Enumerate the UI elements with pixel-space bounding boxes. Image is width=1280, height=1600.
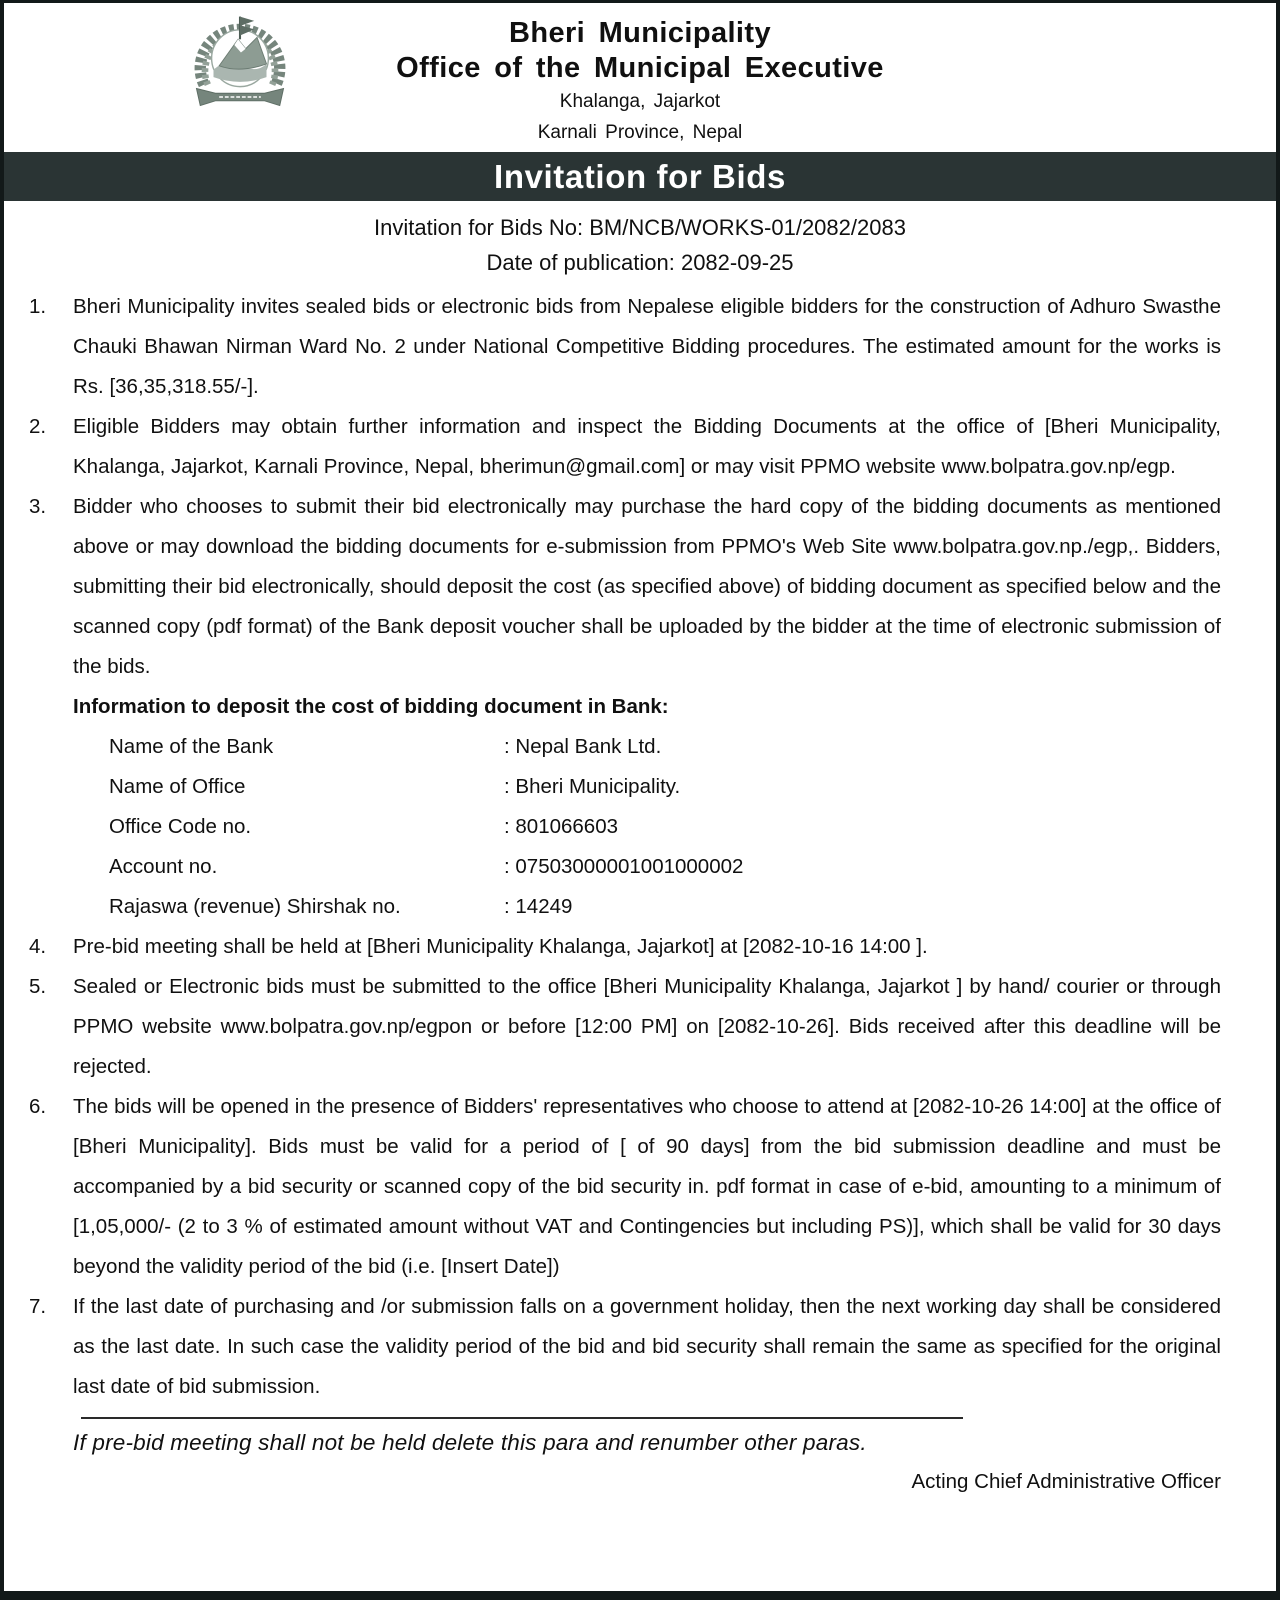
bank-info-row (29, 887, 1221, 927)
org-address-line1: Khalanga, Jajarkot (559, 91, 721, 112)
item-text: Bheri Municipality invites sealed bids or electronic bids from Nepalese eligible bidders for the construction of Adhuro Swasthe Chauki Bhawan Nirman Ward No. 2 under National Competitive Bidding procedures. The estimated amount for the works is Rs. [36,35,318.55/-]. (73, 295, 1221, 398)
item-number: 6. (29, 1095, 47, 1118)
item-number: 1. (29, 295, 47, 318)
bank-info-label: Account no. (109, 855, 218, 878)
title-banner (4, 152, 1276, 201)
list-item (29, 927, 1221, 967)
publication-date-line: Date of publication: 2082-09-25 (486, 250, 794, 275)
list-item (29, 1287, 1221, 1407)
bank-info-value: : 07503000001001000002 (504, 855, 744, 878)
org-office: Office of the Municipal Executive (396, 52, 884, 84)
org-name: Bheri Municipality (509, 17, 771, 49)
document-title: Invitation for Bids (494, 157, 786, 195)
item-text: If the last date of purchasing and /or submission falls on a government holiday, then the next working day shall be considered as the last date. In such case the validity period of the bid and bid security shall remain the same as specified for the original last date of bid submission. (73, 1295, 1221, 1398)
item-number: 7. (29, 1295, 47, 1318)
letterhead (4, 3, 1276, 152)
list-item (29, 287, 1221, 407)
list-item (29, 407, 1221, 487)
item-text: Pre-bid meeting shall be held at [Bheri Municipality Khalanga, Jajarkot] at [2082-10-16 14:00 ]. (73, 935, 928, 958)
bank-info-label: Name of the Bank (109, 735, 274, 758)
list-item (29, 967, 1221, 1087)
bid-number-line: Invitation for Bids No: BM/NCB/WORKS-01/2082/2083 (374, 215, 906, 240)
bank-info-row (29, 847, 1221, 887)
list-item (29, 1087, 1221, 1287)
list-item (29, 487, 1221, 687)
item-text: Eligible Bidders may obtain further information and inspect the Bidding Documents at the office of [Bheri Municipality, Khalanga, Jajarkot, Karnali Province, Nepal, bherimun@gmail.com] or may visit PPMO website www.bolpatra.gov.np/egp. (73, 415, 1221, 478)
bank-info-row (29, 727, 1221, 767)
bank-info-value: : 801066603 (504, 815, 619, 838)
org-address-line2: Karnali Province, Nepal (537, 122, 743, 143)
item-text: The bids will be opened in the presence of Bidders' representatives who choose to attend at [2082-10-26 14:00] at the office of [Bheri Municipality]. Bids must be valid for a period of [ of 90 days] from the bid submission deadline and must be accompanied by a bid security or scanned copy of the bid security in. pdf format in case of e-bid, amounting to a minimum of [1,05,000/- (2 to 3 % of estimated amount without VAT and Contingencies but including PS)], which shall be valid for 30 days beyond the validity period of the bid (i.e. [Insert Date]) (73, 1095, 1221, 1278)
item-number: 3. (29, 495, 47, 518)
item-number: 5. (29, 975, 47, 998)
bank-info-value: : 14249 (504, 895, 573, 918)
bank-info-value: : Bheri Municipality. (504, 775, 681, 798)
item-text: Sealed or Electronic bids must be submitted to the office [Bheri Municipality Khalanga, Jajarkot ] by hand/ courier or through PPMO website www.bolpatra.gov.np/egpon or before [12:00 PM] on [2082-10-26]. Bids received after this deadline will be rejected. (73, 975, 1221, 1078)
document-meta (4, 201, 1276, 280)
bank-info-row (29, 767, 1221, 807)
bid-invitation-body (4, 280, 1276, 1499)
signature-title: Acting Chief Administrative Officer (911, 1470, 1221, 1493)
nepal-government-emblem-icon (182, 9, 298, 115)
bank-info-label: Office Code no. (109, 815, 252, 838)
footer-divider (81, 1417, 963, 1419)
bank-info-row (29, 807, 1221, 847)
item-number: 2. (29, 415, 47, 438)
bank-info-label: Name of Office (109, 775, 246, 798)
bank-info-label: Rajaswa (revenue) Shirshak no. (109, 895, 401, 918)
item-number: 4. (29, 935, 47, 958)
bank-info-value: : Nepal Bank Ltd. (504, 735, 662, 758)
prebid-footnote: If pre-bid meeting shall not be held delete this para and renumber other paras. (73, 1430, 867, 1455)
item-text: Bidder who chooses to submit their bid electronically may purchase the hard copy of the bidding documents as mentioned above or may download the bidding documents for e-submission from PPMO's Web Site www.bolpatra.gov.np./egp,. Bidders, submitting their bid electronically, should deposit the cost (as specified above) of bidding document as specified below and the scanned copy (pdf format) of the Bank deposit voucher shall be uploaded by the bidder at the time of electronic submission of the bids. (73, 495, 1221, 678)
bank-info-heading: Information to deposit the cost of bidding document in Bank: (73, 695, 669, 718)
